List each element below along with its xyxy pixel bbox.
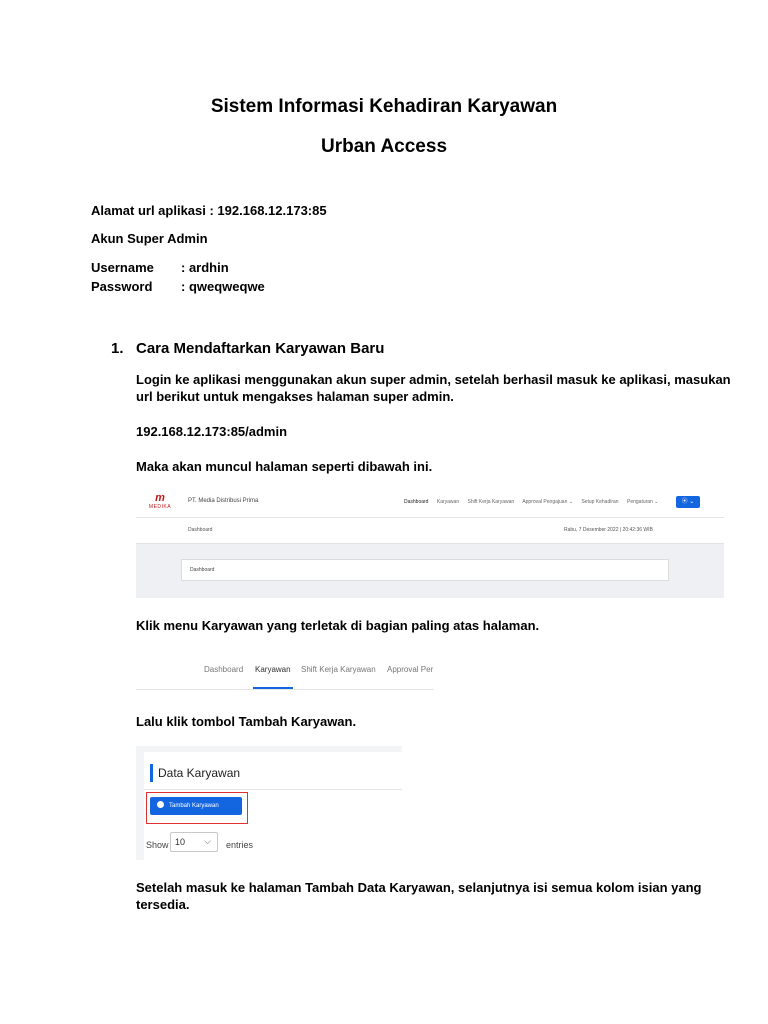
paragraph-fill-form-line-2: tersedia. [136,897,190,912]
tambah-karyawan-label: Tambah Karyawan [169,803,219,809]
dashboard-card [181,559,669,581]
password-row [91,279,265,294]
paragraph-fill-form-line-1: Setelah masuk ke halaman Tambah Data Karyawan, selanjutnya isi semua kolom isian yang [136,880,702,895]
password-value: : qweqweqwe [181,279,265,294]
paragraph-login-line-2: url berikut untuk mengakses halaman super admin. [136,389,454,404]
logo-mark: m [155,492,165,504]
username-row [91,260,229,275]
paragraph-appear: Maka akan muncul halaman seperti dibawah ini. [136,459,433,474]
logo-brand: MEDIKA [148,504,172,510]
entries-select-value: 10 [175,837,186,847]
data-karyawan-panel [144,752,402,860]
nav-karyawan[interactable]: Karyawan [436,499,460,505]
tambah-karyawan-button[interactable] [150,797,242,815]
menu-approval[interactable]: Approval Per [387,665,434,674]
document-title: Sistem Informasi Kehadiran Karyawan [210,96,558,117]
paragraph-click-button: Lalu klik tombol Tambah Karyawan. [136,714,357,729]
admin-url: 192.168.12.173:85/admin [136,424,288,439]
password-key: Password [91,279,153,294]
section-number: 1. [111,340,124,357]
paragraph-fill-form [136,879,701,913]
nav-dashboard[interactable]: Dashboard [404,499,429,505]
entries-select[interactable] [170,832,218,852]
paragraph-login [136,371,731,405]
menu-shift-kerja[interactable]: Shift Kerja Karyawan [301,665,376,674]
nav-setup-kehadiran[interactable]: Setup Kehadiran [581,499,619,505]
document-subtitle: Urban Access [320,136,448,157]
user-menu-button[interactable]: ⦿ ⌄ [676,496,700,508]
top-navbar [136,488,724,518]
menu-karyawan[interactable]: Karyawan [255,665,291,674]
panel-header [144,752,402,790]
entries-label: entries [226,840,254,850]
nav-pengaturan[interactable]: Pengaturan ⌄ [626,499,659,505]
section-title: Cara Mendaftarkan Karyawan Baru [136,340,385,357]
show-label: Show [146,840,169,850]
breadcrumb-bar [136,518,724,544]
account-label: Akun Super Admin [91,231,208,246]
username-key: Username [91,260,154,275]
dashboard-card-title: Dashboard [190,567,215,573]
paragraph-click-menu: Klik menu Karyawan yang terletak di bagian paling atas halaman. [136,618,540,633]
nav-approval[interactable]: Approval Pengajuan ⌄ [522,499,573,505]
data-karyawan-screenshot [136,746,402,860]
plus-circle-icon [157,801,164,808]
panel-accent-bar [150,764,153,782]
active-tab-indicator [253,687,293,689]
main-nav [404,499,665,505]
current-datetime: Rabu, 7 Desember 2022 | 20:42:36 WIB [564,527,653,533]
paragraph-login-line-1: Login ke aplikasi menggunakan akun super admin, setelah berhasil masuk ke aplikasi, masukan [136,372,731,387]
dashboard-screenshot [136,488,724,598]
panel-title: Data Karyawan [158,766,241,780]
breadcrumb: Dashboard [188,527,213,533]
app-url-line: Alamat url aplikasi : 192.168.12.173:85 [91,203,327,218]
menu-screenshot [136,654,434,690]
username-value: : ardhin [181,260,229,275]
section-heading [111,340,384,357]
chevron-down-icon: ⌵ [204,836,211,846]
menu-dashboard[interactable]: Dashboard [204,665,244,674]
nav-shift-kerja[interactable]: Shift Kerja Karyawan [467,499,515,505]
company-name: PT. Media Distribusi Prima [188,498,259,504]
company-logo [148,493,172,510]
